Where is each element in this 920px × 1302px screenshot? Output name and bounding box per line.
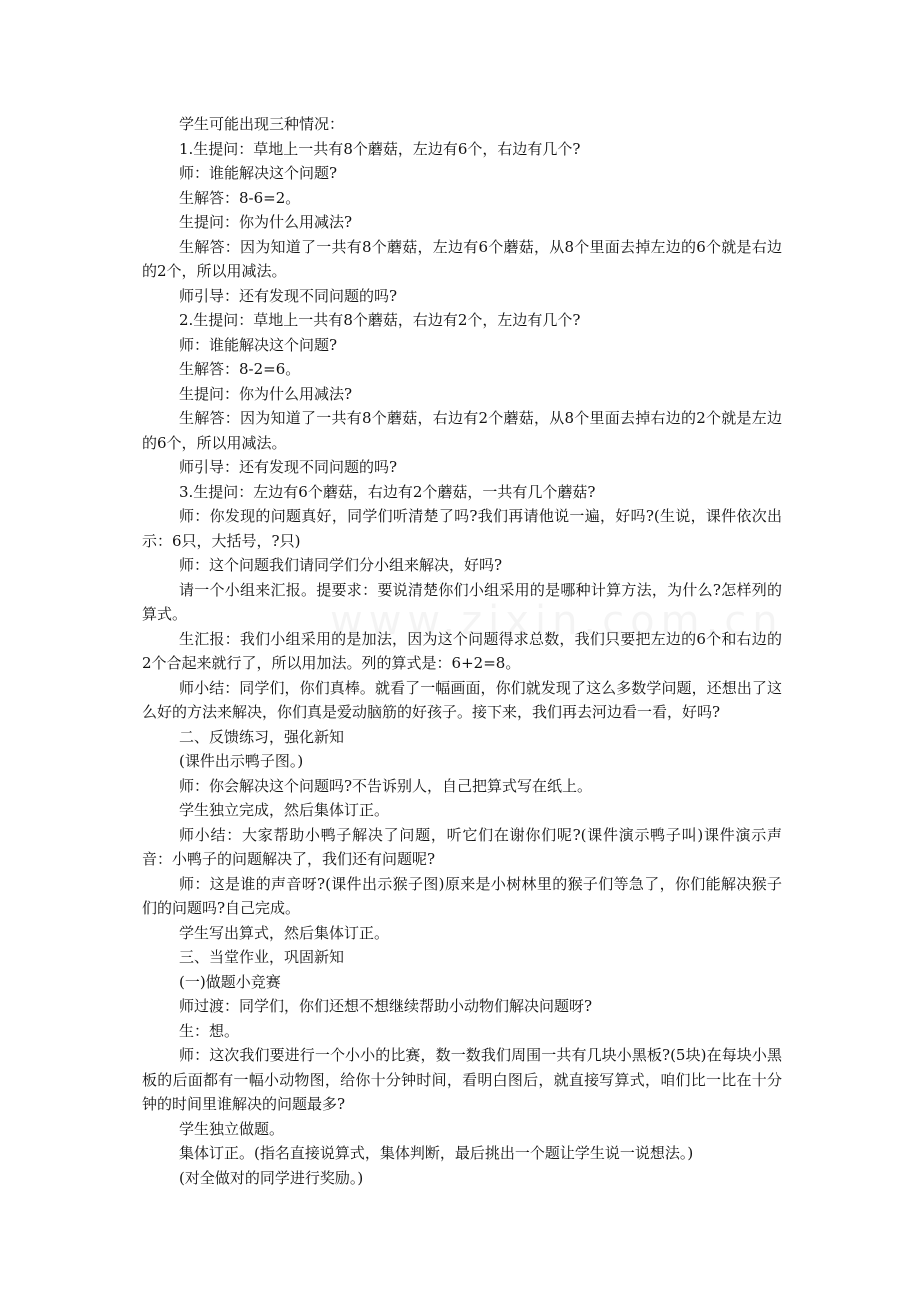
- subsection-heading: (一)做题小竞赛: [179, 972, 281, 991]
- paragraph: 学生写出算式，然后集体订正。: [179, 923, 390, 942]
- paragraph: 师引导：还有发现不同问题的吗?: [179, 286, 398, 305]
- paragraph: 学生独立完成，然后集体订正。: [179, 801, 390, 819]
- paragraph: 师：你发现的问题真好，同学们听清楚了吗?我们再请他说一遍，好吗?(生说，课件依次出示：6只，大括号，?只): [142, 507, 782, 550]
- paragraph: 师引导：还有发现不同问题的吗?: [179, 458, 398, 476]
- paragraph: 师：这次我们要进行一个小小的比赛，数一数我们周围一共有几块小黑板?(5块)在每块小黑板的后面都有一幅小动物图，给你十分钟时间，看明白图后，就直接写算式，咱们比一比在十分钟的时间里谁解决的问题最多?: [142, 1046, 782, 1113]
- paragraph: 生提问：你为什么用减法?: [179, 384, 353, 403]
- paragraph: 师：这个问题我们请同学们分小组来解决，好吗?: [179, 556, 503, 574]
- paragraph: 师：你会解决这个问题吗?不告诉别人，自己把算式写在纸上。: [179, 776, 593, 795]
- paragraph: 集体订正。(指名直接说算式，集体判断，最后挑出一个题让学生说一说想法。): [179, 1144, 694, 1162]
- paragraph: 学生可能出现三种情况：: [179, 115, 345, 133]
- paragraph: 生解答：8-6=2。: [179, 188, 301, 207]
- paragraph: 请一个小组来汇报。提要求：要说清楚你们小组采用的是哪种计算方法，为什么?怎样列的算式。: [142, 580, 782, 623]
- paragraph: 师：这是谁的声音呀?(课件出示猴子图)原来是小树林里的猴子们等急了，你们能解决猴子们的问题吗?自己完成。: [142, 874, 782, 917]
- paragraph: 生解答：因为知道了一共有8个蘑菇，左边有6个蘑菇，从8个里面去掉左边的6个就是右边的2个，所以用减法。: [142, 237, 782, 280]
- paragraph: 师：谁能解决这个问题?: [179, 335, 338, 354]
- paragraph: 生提问：你为什么用减法?: [179, 213, 353, 231]
- paragraph: 生解答：因为知道了一共有8个蘑菇，右边有2个蘑菇，从8个里面去掉右边的2个就是左边的6个，所以用减法。: [142, 409, 782, 452]
- section-heading: 三、当堂作业，巩固新知: [179, 948, 345, 966]
- paragraph: 2.生提问：草地上一共有8个蘑菇，右边有2个，左边有几个?: [179, 311, 581, 329]
- paragraph: (对全做对的同学进行奖励。): [179, 1168, 364, 1187]
- paragraph: 师小结：同学们，你们真棒。就看了一幅画面，你们就发现了这么多数学问题，还想出了这么好的方法来解决，你们真是爱动脑筋的好孩子。接下来，我们再去河边看一看，好吗?: [142, 678, 782, 721]
- paragraph: 师过渡：同学们，你们还想不想继续帮助小动物们解决问题呀?: [179, 997, 593, 1015]
- paragraph: (课件出示鸭子图。): [179, 752, 304, 770]
- section-heading: 二、反馈练习，强化新知: [179, 727, 345, 746]
- paragraph: 师小结：大家帮助小鸭子解决了问题，听它们在谢你们呢?(课件演示鸭子叫)课件演示声音：小鸭子的问题解决了，我们还有问题呢?: [142, 825, 782, 868]
- paragraph: 3.生提问：左边有6个蘑菇，右边有2个蘑菇，一共有几个蘑菇?: [179, 482, 596, 501]
- paragraph: 生汇报：我们小组采用的是加法，因为这个问题得求总数，我们只要把左边的6个和右边的2个合起来就行了，所以用加法。列的算式是：6+2=8。: [142, 629, 782, 672]
- paragraph: 学生独立做题。: [179, 1119, 285, 1138]
- paragraph: 师：谁能解决这个问题?: [179, 164, 338, 182]
- paragraph: 生：想。: [179, 1021, 240, 1040]
- document-body: [142, 112, 782, 1190]
- paragraph: 生解答：8-2=6。: [179, 360, 301, 378]
- paragraph: 1.生提问：草地上一共有8个蘑菇，左边有6个，右边有几个?: [179, 139, 581, 158]
